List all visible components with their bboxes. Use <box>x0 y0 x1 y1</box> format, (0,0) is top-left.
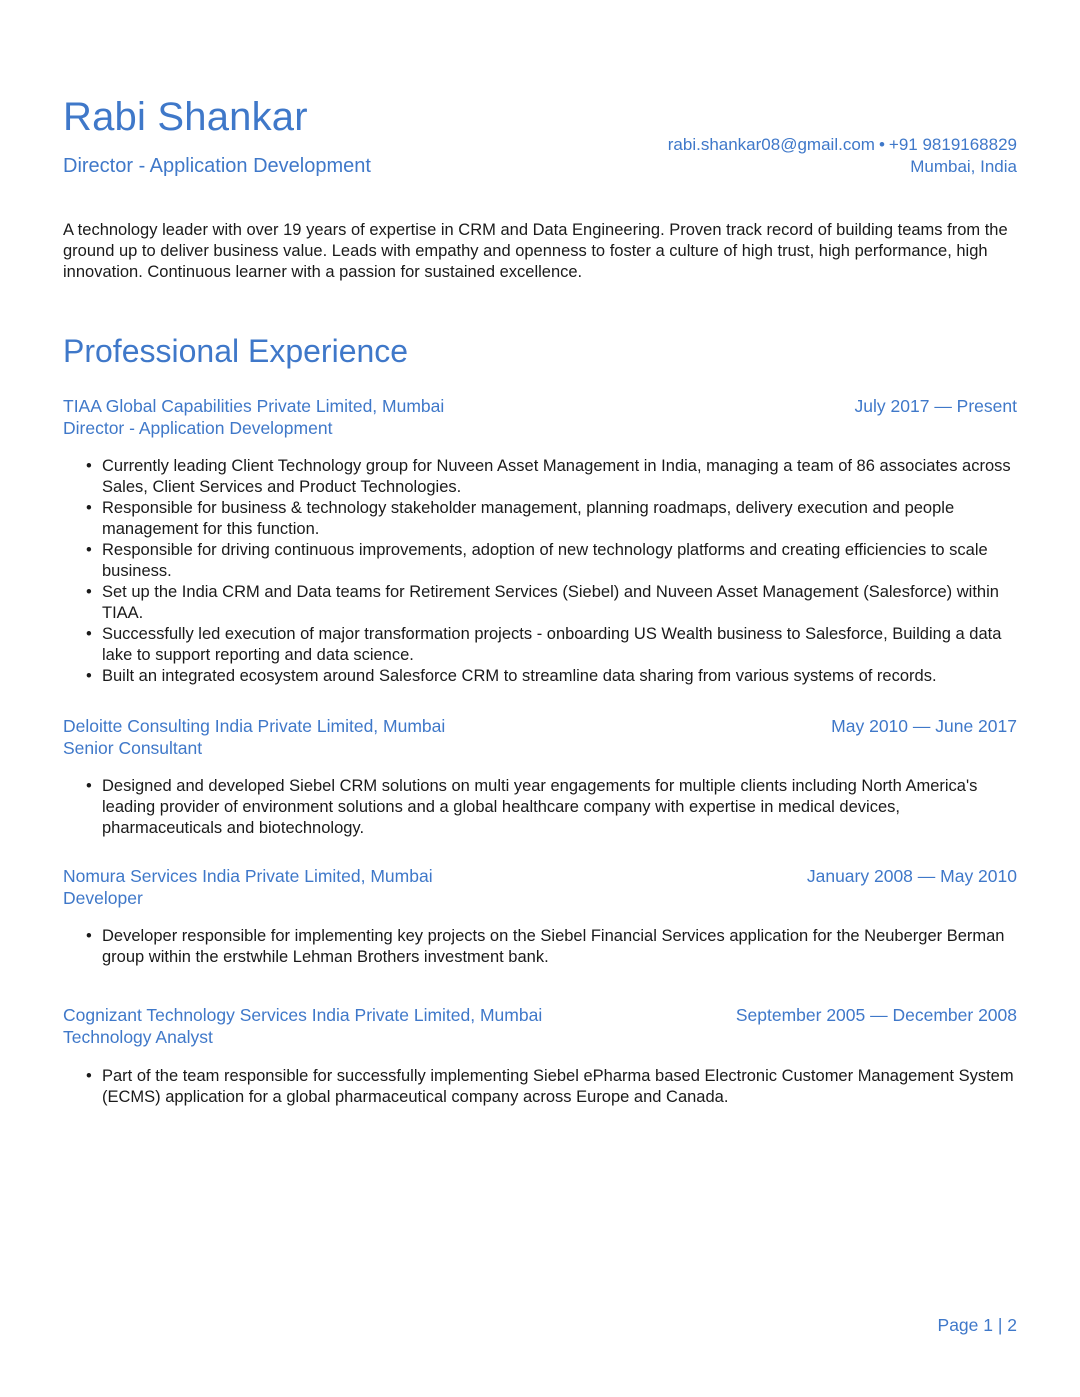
section-heading-experience: Professional Experience <box>63 333 409 369</box>
job-bullet: • Successfully led execution of major transformation projects - onboarding US Wealth business to Salesforce, Building a data lake to support reporting and data science. <box>63 624 1017 666</box>
job-dates: January 2008 — May 2010 <box>806 866 1017 886</box>
location: Mumbai, India <box>910 157 1017 176</box>
job-entry <box>63 1004 1017 1106</box>
job-bullet: • Part of the team responsible for successfully implementing Siebel ePharma based Electronic Customer Management System (ECMS) application for a global pharmaceutical company across Europe and Canada. <box>63 1066 1017 1108</box>
job-role: Technology Analyst <box>63 1027 213 1047</box>
job-header <box>63 715 1017 759</box>
job-bullet-list <box>63 456 1017 687</box>
job-bullet: • Designed and developed Siebel CRM solutions on multi year engagements for multiple clients including North America's leading provider of environment solutions and a global healthcare company with expertise in medical devices, pharmaceuticals and biotechnology. <box>63 776 1017 839</box>
job-dates: September 2005 — December 2008 <box>735 1005 1017 1025</box>
job-entry <box>63 865 1017 966</box>
job-header <box>63 395 1017 439</box>
job-bullet: • Developer responsible for implementing key projects on the Siebel Financial Services application for the Neuberger Berman group within the erstwhile Lehman Brothers investment bank. <box>63 926 1017 968</box>
phone-number[interactable]: +91 9819168829 <box>888 135 1017 154</box>
job-dates: July 2017 — Present <box>854 396 1017 416</box>
job-bullet: • Responsible for business & technology stakeholder management, planning roadmaps, delivery execution and people management for this function. <box>63 498 1017 540</box>
summary-paragraph: A technology leader with over 19 years of expertise in CRM and Data Engineering. Proven track record of building teams from the ground up to deliver business value. Leads with empathy and openness to foster a culture of high trust, high performance, high innovation. Continuous learner with a passion for sustained excellence. <box>63 221 1008 281</box>
contact-line <box>668 134 1017 156</box>
job-header <box>63 1004 1017 1048</box>
contact-block <box>668 134 1017 178</box>
contact-separator: • <box>878 135 885 154</box>
job-role: Developer <box>63 888 143 908</box>
email-link[interactable]: rabi.shankar08@gmail.com <box>667 135 875 154</box>
job-bullet-list <box>63 1066 1017 1108</box>
candidate-name: Rabi Shankar <box>63 95 308 139</box>
job-entry <box>63 395 1017 685</box>
job-company: TIAA Global Capabilities Private Limited, Mumbai <box>63 396 445 416</box>
job-header <box>63 865 1017 909</box>
job-bullet: • Currently leading Client Technology group for Nuveen Asset Management in India, managing a team of 86 associates across Sales, Client Services and Product Technologies. <box>63 456 1017 498</box>
job-company: Cognizant Technology Services India Private Limited, Mumbai <box>63 1005 543 1025</box>
job-dates: May 2010 — June 2017 <box>831 716 1017 736</box>
job-company: Deloitte Consulting India Private Limited, Mumbai <box>63 716 446 736</box>
job-company: Nomura Services India Private Limited, Mumbai <box>63 866 433 886</box>
job-bullet: • Responsible for driving continuous improvements, adoption of new technology platforms and creating efficiencies to scale business. <box>63 540 1017 582</box>
job-role: Senior Consultant <box>63 738 203 758</box>
job-bullet: • Set up the India CRM and Data teams for Retirement Services (Siebel) and Nuveen Asset Management (Salesforce) within TIAA. <box>63 582 1017 624</box>
job-bullet-list <box>63 926 1017 968</box>
candidate-title: Director - Application Development <box>63 155 371 177</box>
job-role: Director - Application Development <box>63 418 333 438</box>
resume-page <box>63 0 1017 1397</box>
job-entry <box>63 715 1017 837</box>
job-bullet: • Built an integrated ecosystem around Salesforce CRM to streamline data sharing from various systems of records. <box>63 666 1017 687</box>
job-bullet-list <box>63 776 1017 839</box>
page-number: Page 1 | 2 <box>937 1315 1017 1335</box>
